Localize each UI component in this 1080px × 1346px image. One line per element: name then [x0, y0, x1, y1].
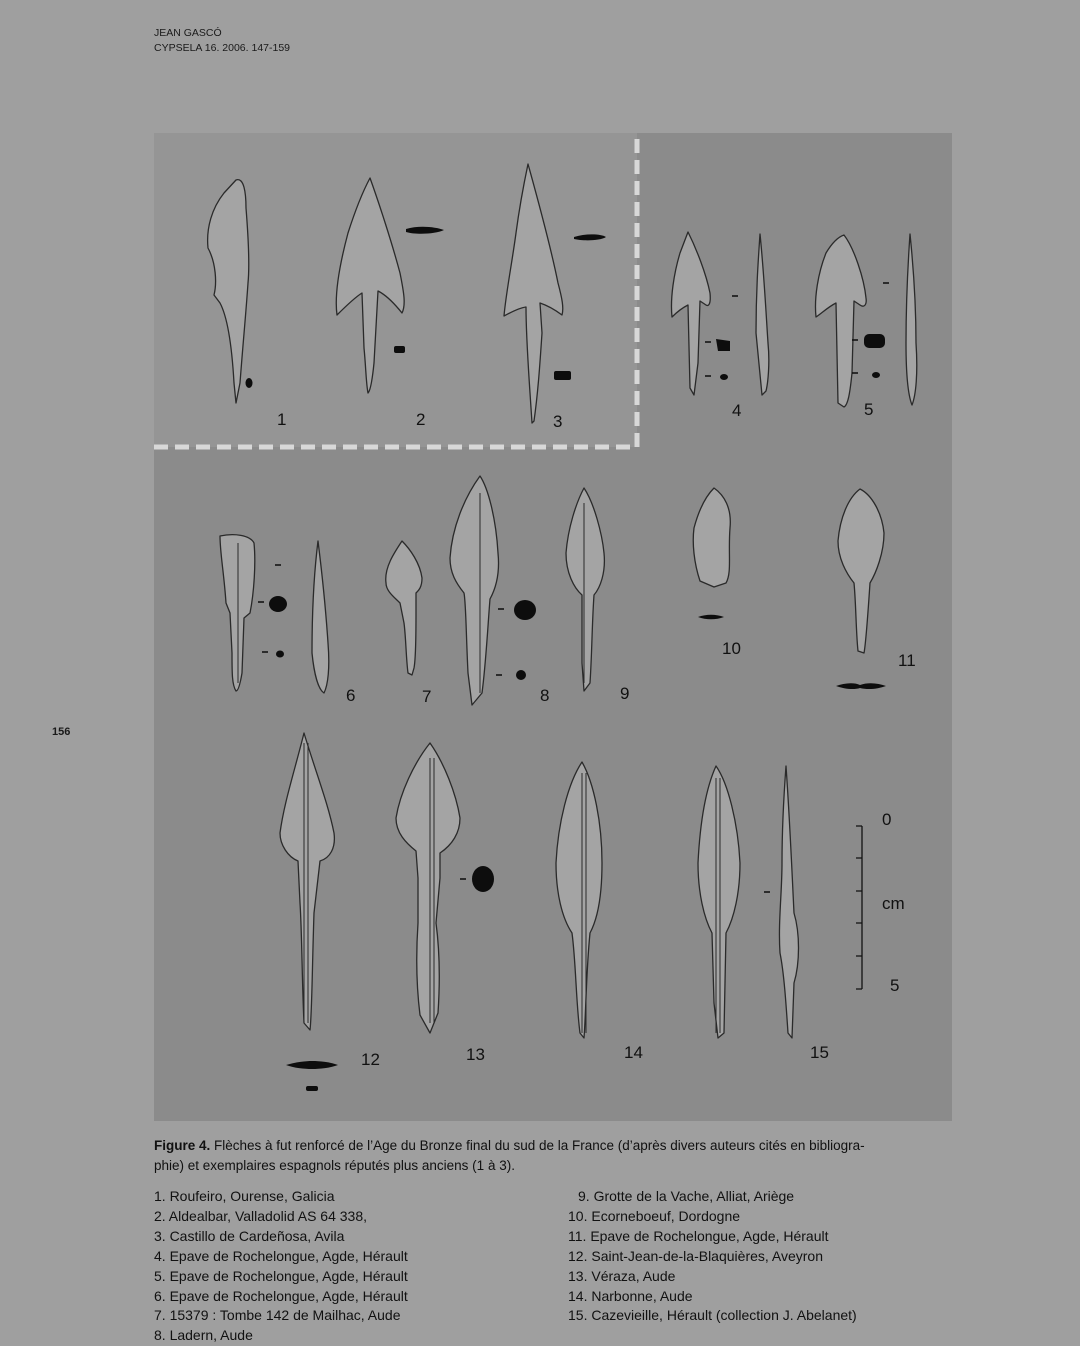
- section-13: [472, 866, 494, 892]
- section-6a: [269, 596, 287, 612]
- figure-number-7: 7: [422, 687, 432, 706]
- legend-item-2: 2. Aldealbar, Valladolid AS 64 338,: [154, 1207, 368, 1224]
- section-5b: [872, 372, 880, 378]
- caption-text-line1: Flèches à fut renforcé de l’Age du Bronze final du sud de la France (d’après divers auteurs cités en bibliogra-: [214, 1138, 865, 1153]
- figure-number-5: 5: [864, 400, 874, 419]
- legend-right-column: [568, 1187, 952, 1326]
- figure-caption: [154, 1136, 952, 1176]
- legend-item-13: 13. Véraza, Aude: [568, 1267, 676, 1284]
- legend-item-14: 14. Narbonne, Aude: [568, 1287, 693, 1304]
- journal-reference: CYPSELA 16. 2006. 147-159: [154, 42, 291, 54]
- figure-number-13: 13: [466, 1045, 485, 1064]
- figure-number-4: 4: [732, 401, 742, 420]
- author-name: JEAN GASCÓ: [154, 27, 222, 39]
- running-head: [154, 26, 290, 56]
- figure-plate: [154, 133, 952, 1121]
- legend-item-9: 9. Grotte de la Vache, Alliat, Ariège: [578, 1188, 795, 1204]
- figure-number-10: 10: [722, 639, 741, 658]
- scale-label-unit: cm: [882, 894, 905, 913]
- legend-item-1: 1. Roufeiro, Ourense, Galicia: [154, 1188, 335, 1204]
- section-4a: [716, 339, 730, 351]
- caption-label: Figure 4.: [154, 1138, 211, 1153]
- section-5a: [864, 334, 885, 348]
- scale-label-bottom: 5: [890, 976, 900, 995]
- legend-item-6: 6. Epave de Rochelongue, Agde, Hérault: [154, 1287, 408, 1304]
- figure-number-15: 15: [810, 1043, 829, 1062]
- figure-number-1: 1: [277, 410, 287, 429]
- legend-item-15: 15. Cazevieille, Hérault (collection J. Abelanet): [568, 1307, 857, 1324]
- legend-item-12: 12. Saint-Jean-de-la-Blaquières, Aveyron: [568, 1247, 824, 1264]
- legend-item-3: 3. Castillo de Cardeñosa, Avila: [154, 1227, 345, 1244]
- figure-number-6: 6: [346, 686, 356, 705]
- legend-item-10: 10. Ecorneboeuf, Dordogne: [568, 1207, 741, 1224]
- legend-item-5: 5. Epave de Rochelongue, Agde, Hérault: [154, 1267, 408, 1284]
- caption-text-line2: phie) et exemplaires espagnols réputés plus anciens (1 à 3).: [154, 1158, 515, 1173]
- figure-number-11: 11: [898, 651, 916, 670]
- section-3b: [554, 371, 571, 380]
- legend-left-column: [154, 1187, 554, 1346]
- arrowhead-drawings: [154, 133, 952, 1121]
- scale-label-top: 0: [882, 810, 892, 829]
- legend-item-8: 8. Ladern, Aude: [154, 1327, 253, 1344]
- figure-number-3: 3: [553, 412, 563, 431]
- section-12b: [306, 1086, 318, 1091]
- legend-item-11: 11. Epave de Rochelongue, Agde, Hérault: [568, 1227, 829, 1244]
- section-8a: [514, 600, 536, 620]
- section-2b: [394, 346, 405, 353]
- section-4b: [720, 374, 728, 380]
- figure-number-12: 12: [361, 1050, 380, 1069]
- legend-item-4: 4. Epave de Rochelongue, Agde, Hérault: [154, 1247, 408, 1264]
- page-number: 156: [52, 726, 71, 738]
- section-6b: [276, 651, 284, 658]
- section-8b: [516, 670, 526, 680]
- figure-number-8: 8: [540, 686, 550, 705]
- legend-item-7: 7. 15379 : Tombe 142 de Mailhac, Aude: [154, 1307, 401, 1324]
- section-1: [246, 378, 253, 388]
- figure-number-14: 14: [624, 1043, 643, 1062]
- figure-number-9: 9: [620, 684, 630, 703]
- figure-number-2: 2: [416, 410, 426, 429]
